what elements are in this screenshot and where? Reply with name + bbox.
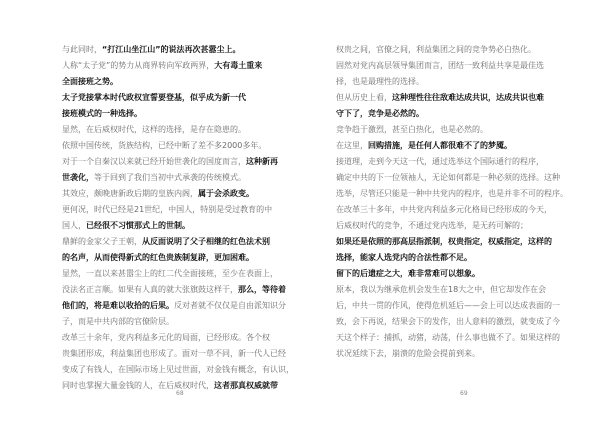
text-line — [62, 140, 300, 152]
text-line — [336, 284, 582, 296]
line-text: 在改革三十多年，中共党内利益多元化格局已经形成的今天， — [336, 205, 552, 214]
text-line — [336, 172, 582, 184]
line-bold-text: 守下了，竞争是必然的。 — [336, 109, 424, 118]
left-page-number: 68 — [176, 390, 184, 397]
line-bold-text: 世袭化， — [62, 173, 94, 182]
text-line — [62, 364, 300, 376]
text-line — [62, 268, 300, 280]
text-line — [336, 124, 582, 136]
text-line — [62, 316, 300, 328]
line-text: 国人， — [62, 221, 86, 230]
line-text: 显然，在后威权时代，这样的选择，是存在隐患的。 — [62, 125, 246, 134]
text-line — [336, 252, 582, 264]
text-line — [336, 268, 582, 280]
text-line — [336, 348, 582, 360]
line-bold-text: 留下的后遗症之大，难非常难可以想象。 — [336, 269, 480, 278]
line-text: 在这里， — [336, 141, 368, 150]
line-bold-text: 这种新再 — [246, 157, 278, 166]
text-line — [62, 332, 300, 344]
line-bold-text: 接班模式的一种选择。 — [62, 109, 142, 118]
text-line — [336, 60, 582, 72]
text-line — [62, 108, 300, 120]
text-line — [336, 44, 582, 56]
text-line — [336, 76, 582, 88]
line-bold-text: 已经很不习惯那式上的世制。 — [86, 221, 190, 230]
text-line — [62, 156, 300, 168]
text-line — [336, 316, 582, 328]
text-line — [336, 156, 582, 168]
line-text: 选举，尽管还只能是一种中共党内的程序，也是并非不可的程序。 — [336, 189, 568, 198]
line-text: 与此同时， — [62, 45, 102, 54]
text-line — [62, 92, 300, 104]
text-line — [62, 204, 300, 216]
line-text: 后威权时代的竞争，不通过党内选举，是无药可解的； — [336, 221, 528, 230]
line-bold-text: 这者那真权威就带 — [214, 381, 278, 390]
text-line — [62, 252, 300, 264]
line-bold-text: 大有毒土重来 — [214, 61, 263, 70]
line-bold-text: 全面接班之势。 — [62, 77, 118, 86]
line-text: 显然，一直以来甚嚣尘上的红二代全面接班，至少在表面上， — [62, 269, 278, 278]
text-line — [62, 348, 300, 360]
text-line — [336, 204, 582, 216]
left-page — [62, 44, 300, 394]
line-text: 没法名正言顺。如果有人真的就大张旗鼓这样干， — [62, 285, 238, 294]
text-line — [62, 236, 300, 248]
line-bold-text: 那么，等待着 — [238, 285, 286, 294]
text-line — [336, 140, 582, 152]
line-text: 致，会下再说，结果会下的发作，出人意料的激烈，就变成了今 — [336, 317, 560, 326]
line-text: 鼎鲜的金家父子王朝， — [62, 237, 142, 246]
line-text: 变成了有钱人，在国际市场上见过世面，对金钱有概念，有认识， — [62, 365, 294, 374]
line-bold-text: 太子党接掌本时代政权宣誓要登基，似乎成为新一代 — [62, 93, 246, 102]
text-line — [336, 108, 582, 120]
text-line — [62, 300, 300, 312]
line-text: 后，中共一贯的作风，使得危机延后——会上可以达成表面的一 — [336, 301, 560, 310]
text-line — [336, 300, 582, 312]
text-line — [336, 332, 582, 344]
line-bold-text: 从反面说明了父子相继的红色法术别 — [142, 237, 270, 246]
line-text: 同时也掌握大量金钱的人，在后威权时代， — [62, 381, 214, 390]
text-line — [336, 188, 582, 200]
line-text: 择，也是最理性的选择。 — [336, 77, 424, 86]
line-after-text: 反对者就不仅仅是自由派知识分 — [174, 301, 286, 310]
line-text: 改革三十余年，党内利益多元化的局面，已经形成。各个权 — [62, 333, 270, 342]
line-bold-text: 的名声，从而使得新式的红色贵族制复辟，更加困难。 — [62, 253, 254, 262]
line-text: 对于一个自秦汉以来就已经开始世袭化的国度而言， — [62, 157, 246, 166]
line-text: 依照中国传统，货族结构，已经中断了差不多2000多年。 — [62, 141, 267, 150]
text-line — [62, 124, 300, 136]
line-bold-text: 属于会杀政变。 — [198, 189, 254, 198]
text-line — [62, 60, 300, 72]
line-text: 但从历史上看， — [336, 93, 392, 102]
line-after-text: 等于回到了我们当初中式承袭的传统模式。 — [94, 173, 246, 182]
line-bold-text: 回购措施，是任何人都很难不了的梦魇。 — [368, 141, 512, 150]
text-line — [336, 92, 582, 104]
line-text: 其效应，颇晚唐新政后期的皇族内阁， — [62, 189, 198, 198]
line-bold-text: 如果还是依照的那高层指派制，权贵指定，权威指定，这样的 — [336, 237, 552, 246]
line-bold-text: 他们的，将是难以收拾的后果。 — [62, 301, 174, 310]
text-line — [62, 76, 300, 88]
text-line — [62, 172, 300, 184]
line-text: 竞争趋于激烈，甚至白热化，也是必然的。 — [336, 125, 488, 134]
right-page-number: 69 — [460, 390, 468, 397]
text-line — [336, 236, 582, 248]
line-text: 权贵之间，官僚之间，利益集团之间的竞争势必白热化。 — [336, 45, 536, 54]
text-line — [62, 220, 300, 232]
line-text: 贵集团形成，利益集团也形成了。面对一草不同，新一代人已经 — [62, 349, 286, 358]
line-bold-text: 这种理性往往敌难达成共识，达成共识也难 — [392, 93, 544, 102]
line-text: 子，而是中共内部的官僚阶层。 — [62, 317, 174, 326]
line-text: 固然对党内高层领导集团而言，团结一致利益共享是最佳选 — [336, 61, 544, 70]
line-text: 原本，我以为继承危机会发生在18大之中，但它却发作在会 — [336, 285, 547, 294]
line-text: 更何况，时代已经是21世纪，中国人，特别是受过教育的中 — [62, 205, 273, 214]
line-text: 确定中共的下一位领袖人，无论如何都是一种必须的选择。这种 — [336, 173, 560, 182]
line-text: 状况延续下去，崩溃的危险会提前到来。 — [336, 349, 480, 358]
line-text: 人称“太子党”的势力从商界转向军政两界， — [62, 61, 215, 70]
line-text: 接道理，走到今天这一代，通过选举这个国际通行的程序， — [336, 157, 544, 166]
text-line — [62, 188, 300, 200]
right-page — [336, 44, 582, 394]
text-line — [336, 220, 582, 232]
text-line — [62, 44, 300, 56]
line-bold-text: 选择，能家人选党内的合法性都不足。 — [336, 253, 472, 262]
text-line — [62, 284, 300, 296]
line-bold-text: “打江山坐江山”的说法再次甚嚣尘上。 — [102, 45, 241, 54]
line-text: 天这个样子：捕抓，动猪，动荡，什么事也做不了。如果这样的 — [336, 333, 560, 342]
